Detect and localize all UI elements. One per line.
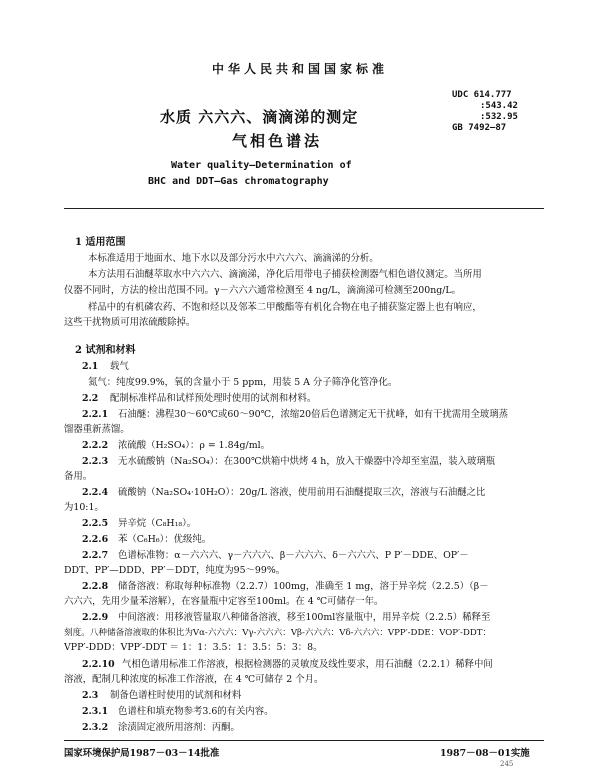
- clause-body: 氮气：纯度99.9%，氧的含量小于 5 ppm，用装 5 A 分子筛净化管净化。: [88, 377, 398, 388]
- clause-number: 2.2.8: [82, 581, 109, 592]
- clause-text: 硫酸钠（Na₂SO₄·10H₂O）：20g/L 溶液，使用前用石油醚提取三次，溶液与石油醚之比: [118, 487, 486, 498]
- header-divider: [64, 208, 544, 209]
- clause-number: 2.2.7: [82, 550, 109, 561]
- approval-note: 国家环境保护局1987－03－14批准: [64, 748, 220, 759]
- clause-text: 气相色谱用标准工作溶液，根据检测器的灵敏度及线性要求，用石油醚（2.2.1）稀释中间: [122, 659, 493, 670]
- clause-text: 浓硫酸（H₂SO₄）：ρ = 1.84g/ml。: [118, 440, 270, 451]
- clause-number: 2.2.4: [82, 487, 109, 498]
- clause-number: 2.3: [82, 690, 99, 701]
- section-2-heading: 2 试剂和材料: [75, 345, 136, 356]
- clause-text-continued: 馏器重新蒸馏。: [64, 424, 130, 435]
- clause-number: 2.2.3: [82, 456, 109, 467]
- clause-text: 苯（C₆H₆）：优级纯。: [118, 534, 212, 545]
- udc-code-1: UDC 614.777: [452, 90, 512, 100]
- effective-date: 1987－08－01实施: [440, 748, 530, 759]
- title-line-1: 水质 六六六、滴滴涕的测定: [160, 108, 359, 126]
- clause-text: 异辛烷（C₈H₁₈）。: [118, 518, 197, 529]
- clause-text-continued: 溶液，配制几种浓度的标准工作溶液，在 4 ℃可储存 2 个月。: [64, 674, 324, 685]
- clause-text: 制备色谱柱时使用的试剂和材料: [110, 690, 242, 701]
- clause-text: 中间溶液：用移液管量取八种储备溶液，移至100ml容量瓶中，用异辛烷（2.2.5）稀释至: [118, 612, 491, 623]
- udc-code-3: :532.95: [480, 112, 518, 122]
- clause-text-continued: 为10:1。: [64, 502, 104, 513]
- s1-paragraph-2-line-2: 仪器不同时，方法的检出范围不同。γ－六六六通常检测至 4 ng/L，滴滴涕可检测至200ng/L。: [64, 285, 462, 296]
- clause-text-continued: 刻度。八种储备溶液取的体积比为Vα-六六六：Vγ-六六六：Vβ-六六六：Vδ-六六六：VPP′-DDE：VOP′-DDT：: [64, 628, 492, 638]
- clause-number: 2.3.2: [82, 722, 109, 733]
- s1-paragraph-3-line-1: 样品中的有机磷农药、不饱和烃以及邻苯二甲酸酯等有机化合物在电子捕获鉴定器上也有响应，: [88, 302, 482, 313]
- english-title-line-2: BHC and DDT—Gas chromatography: [148, 176, 329, 187]
- clause-number: 2.1: [82, 361, 99, 372]
- section-1-heading: 1 适用范围: [75, 237, 126, 248]
- page-number: 245: [500, 760, 514, 768]
- clause-text: 储备溶液：称取每种标准物（2.2.7）100mg，准确至 1 mg，溶于异辛烷（2.2.5）（β－: [118, 581, 489, 592]
- s1-paragraph-3-line-2: 这些干扰物质可用浓硫酸除掉。: [64, 317, 196, 328]
- s1-paragraph-2-line-1: 本方法用石油醚萃取水中六六六、滴滴涕，净化后用带电子捕获检测器气相色谱仪测定。当所用: [88, 269, 482, 280]
- clause-text: 色谱柱和填充物参考3.6的有关内容。: [118, 706, 274, 717]
- clause-text-continued: 备用。: [64, 471, 93, 482]
- clause-number: 2.3.1: [82, 706, 109, 717]
- standard-org-heading: 中华人民共和国国家标准: [211, 62, 388, 76]
- clause-text: 色谱标准物：α－六六六、γ－六六六、β－六六六、δ－六六六、P P′－DDE、OP′－: [118, 550, 469, 561]
- clause-number: 2.2.10: [82, 659, 115, 670]
- udc-code-2: :543.42: [480, 101, 518, 111]
- footer-divider: [64, 740, 544, 741]
- gb-code: GB 7492—87: [452, 123, 507, 133]
- clause-number: 2.2.1: [82, 409, 109, 420]
- clause-text-continued: 六六六，先用少量苯溶解），在容量瓶中定容至100ml。在 4 ℃可储存一年。: [64, 596, 384, 607]
- clause-number: 2.2.6: [82, 534, 109, 545]
- clause-number: 2.2.2: [82, 440, 109, 451]
- clause-text: 石油醚：沸程30～60℃或60～90℃，浓缩20倍后色谱测定无干扰峰，如有干扰需用全玻璃蒸: [118, 409, 508, 420]
- title-line-2: 气相色谱法: [232, 132, 323, 150]
- clause-number: 2.2.5: [82, 518, 109, 529]
- clause-number: 2.2: [82, 393, 99, 404]
- clause-number: 2.2.9: [82, 612, 109, 623]
- clause-text: 无水硫酸钠（Na₂SO₄）：在300℃烘箱中烘烤 4 h，放入干燥器中冷却至室温，装入玻璃瓶: [118, 456, 496, 467]
- clause-text: 配制标准样品和试样预处理时使用的试剂和材料。: [110, 393, 317, 404]
- s1-paragraph-1: 本标准适用于地面水、地下水以及部分污水中六六六、滴滴涕的分析。: [88, 253, 379, 264]
- clause-text: 载气: [110, 361, 129, 372]
- clause-text-continued: VPP′-DDD：VPP′-DDT ＝ 1：1：3.5：1：3.5：5：3：8。: [64, 642, 323, 653]
- english-title-line-1: Water quality—Determination of: [171, 160, 352, 171]
- clause-text-continued: DDT、PP′—DDD、PP′－DDT，纯度为95～99%。: [64, 565, 286, 576]
- clause-text: 涂渍固定液所用溶剂：丙酮。: [118, 722, 240, 733]
